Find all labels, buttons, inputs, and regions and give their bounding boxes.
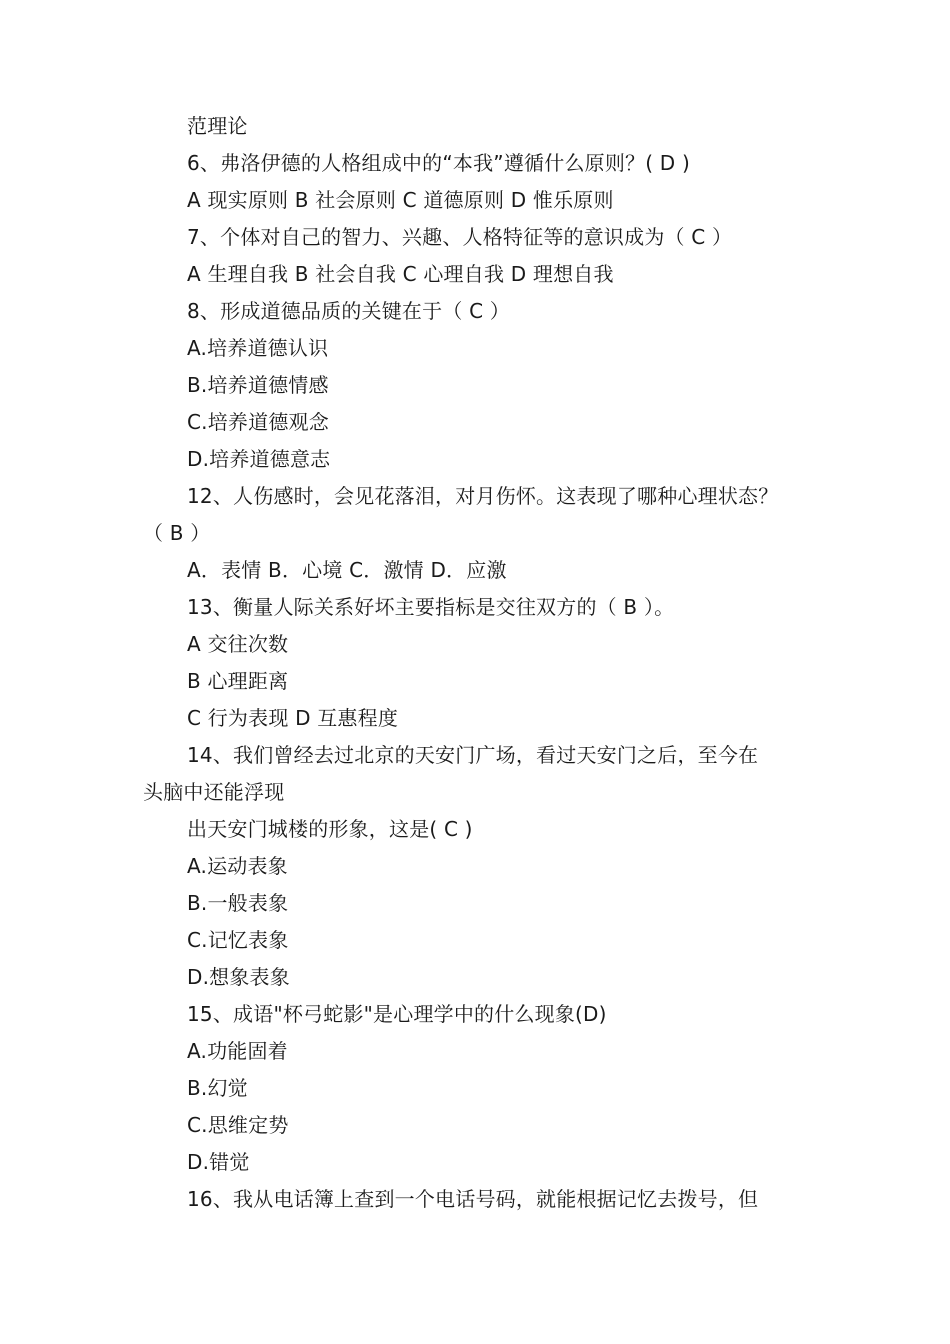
question-7: 7、个体对自己的智力、兴趣、人格特征等的意识成为（ C ） <box>187 225 733 249</box>
question-14-option-b: B.一般表象 <box>187 891 289 915</box>
question-14-option-a: A.运动表象 <box>187 854 288 878</box>
question-8-option-d: D.培养道德意志 <box>187 447 331 471</box>
question-14-continued-2: 出天安门城楼的形象，这是( C ) <box>187 817 473 841</box>
question-13-option-cd: C 行为表现 D 互惠程度 <box>187 706 399 730</box>
question-13-option-b: B 心理距离 <box>187 669 289 693</box>
question-14-continued: 头脑中还能浮现 <box>143 780 285 804</box>
question-13: 13、衡量人际关系好坏主要指标是交往双方的（ B ）。 <box>187 595 675 619</box>
question-12: 12、人伤感时，会见花落泪，对月伤怀。这表现了哪种心理状态？ <box>187 484 779 508</box>
question-8: 8、形成道德品质的关键在于（ C ） <box>187 299 511 323</box>
question-16: 16、我从电话簿上查到一个电话号码，就能根据记忆去拨号，但 <box>187 1187 759 1211</box>
question-15-option-d: D.错觉 <box>187 1150 250 1174</box>
question-15-option-b: B.幻觉 <box>187 1076 248 1100</box>
question-8-option-a: A.培养道德认识 <box>187 336 329 360</box>
question-12-options: A．表情 B．心境 C．激情 D．应激 <box>187 558 507 582</box>
question-8-option-b: B.培养道德情感 <box>187 373 329 397</box>
text-line-prev-continuation: 范理论 <box>187 114 248 138</box>
question-15-option-a: A.功能固着 <box>187 1039 288 1063</box>
question-6: 6、弗洛伊德的人格组成中的“本我”遵循什么原则？( D ) <box>187 151 690 175</box>
question-14-option-d: D.想象表象 <box>187 965 290 989</box>
question-13-option-a: A 交往次数 <box>187 632 289 656</box>
question-8-option-c: C.培养道德观念 <box>187 410 329 434</box>
question-12-answer: （ B ） <box>143 521 211 545</box>
question-14: 14、我们曾经去过北京的天安门广场，看过天安门之后，至今在 <box>187 743 759 767</box>
question-14-option-c: C.记忆表象 <box>187 928 289 952</box>
question-6-options: A 现实原则 B 社会原则 C 道德原则 D 惟乐原则 <box>187 188 614 212</box>
question-15-option-c: C.思维定势 <box>187 1113 289 1137</box>
question-7-options: A 生理自我 B 社会自我 C 心理自我 D 理想自我 <box>187 262 614 286</box>
question-15: 15、成语"杯弓蛇影"是心理学中的什么现象(D) <box>187 1002 607 1026</box>
